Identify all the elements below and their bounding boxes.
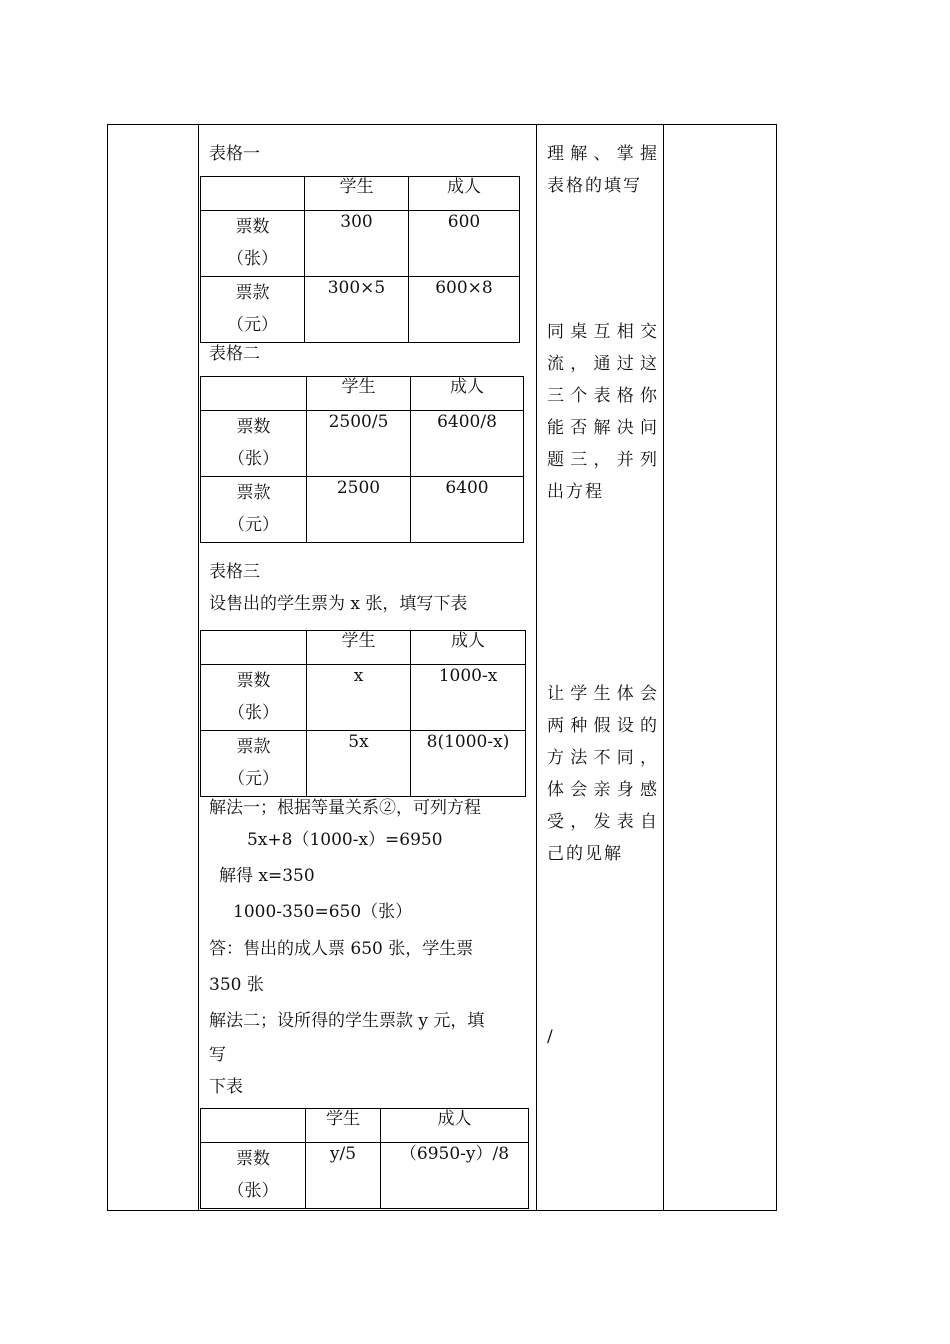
table4-cell: （6950-y）/8 <box>381 1143 529 1209</box>
solution1-answer-cont: 350 张 <box>209 975 264 995</box>
row-label-unit: （张） <box>228 703 279 723</box>
row-label-unit: （元） <box>227 315 278 335</box>
table2-row-label <box>201 477 307 543</box>
table1-cell: 300 <box>305 211 409 277</box>
table3-cell: 5x <box>307 731 411 797</box>
solution2-intro: 解法二；设所得的学生票款 y 元，填 <box>209 1011 485 1031</box>
table3 <box>200 630 526 797</box>
note-understand-table: 理解、掌握表格的填写 <box>547 144 659 196</box>
frame-top-border <box>107 124 777 125</box>
table3-row-label <box>201 731 307 797</box>
table2-cell: 2500 <box>307 477 411 543</box>
table3-cell: 1000-x <box>411 665 526 731</box>
row-label-main: 票数 <box>236 1149 270 1169</box>
table2-cell: 6400 <box>411 477 524 543</box>
solution1-calculation: 1000-350=650（张） <box>233 902 413 922</box>
table3-title: 表格三 <box>209 562 260 582</box>
table1-cell: 600 <box>409 211 520 277</box>
note-peer-discussion: 同桌互相交流，通过这三个表格你能否解决问题三，并列出方程 <box>547 322 659 502</box>
row-label-main: 票数 <box>236 417 271 437</box>
table1 <box>200 176 520 343</box>
frame-right-border <box>776 124 777 1211</box>
table2-header-blank <box>201 377 307 411</box>
table2-cell: 6400/8 <box>411 411 524 477</box>
table4 <box>200 1108 529 1209</box>
table1-row-label <box>201 277 305 343</box>
table1-header-student: 学生 <box>305 177 409 211</box>
table1-row-label <box>201 211 305 277</box>
note-compare-methods: 让学生体会两种假设的方法不同，体会亲身感受，发表自己的见解 <box>547 684 659 864</box>
row-label-unit: （张） <box>228 449 279 469</box>
table2-row-label <box>201 411 307 477</box>
solution2-intro-cont: 写 <box>209 1045 226 1065</box>
table4-header-adult: 成人 <box>381 1109 529 1143</box>
column-divider-2 <box>536 124 537 1211</box>
row-label-main: 票款 <box>236 737 271 757</box>
table2-cell: 2500/5 <box>307 411 411 477</box>
row-label-unit: （元） <box>228 769 279 789</box>
solution1-intro: 解法一；根据等量关系②，可列方程 <box>209 798 481 818</box>
table3-header-adult: 成人 <box>411 631 526 665</box>
table3-row-label <box>201 665 307 731</box>
table3-cell: 8(1000-x) <box>411 731 526 797</box>
table2 <box>200 376 524 543</box>
table4-cell: y/5 <box>306 1143 381 1209</box>
table4-row-label <box>201 1143 306 1209</box>
table3-header-blank <box>201 631 307 665</box>
row-label-main: 票款 <box>235 283 270 303</box>
frame-bottom-border <box>107 1210 777 1211</box>
table1-header-adult: 成人 <box>409 177 520 211</box>
solution2-table-intro: 下表 <box>209 1077 243 1097</box>
frame-left-border <box>107 124 108 1211</box>
column-divider-3 <box>663 124 664 1211</box>
row-label-unit: （张） <box>227 249 278 269</box>
table4-header-blank <box>201 1109 306 1143</box>
table4-header-student: 学生 <box>306 1109 381 1143</box>
table2-header-adult: 成人 <box>411 377 524 411</box>
row-label-main: 票数 <box>235 217 270 237</box>
row-label-unit: （张） <box>227 1181 279 1201</box>
solution1-equation: 5x+8（1000-x）=6950 <box>247 830 443 850</box>
table2-title: 表格二 <box>209 344 260 364</box>
table1-cell: 600×8 <box>409 277 520 343</box>
table3-cell: x <box>307 665 411 731</box>
row-label-main: 票款 <box>236 483 271 503</box>
solution1-answer: 答：售出的成人票 650 张，学生票 <box>209 939 474 959</box>
column-divider-1 <box>198 124 199 1211</box>
table3-header-student: 学生 <box>307 631 411 665</box>
table1-header-blank <box>201 177 305 211</box>
table1-cell: 300×5 <box>305 277 409 343</box>
solution1-result: 解得 x=350 <box>219 866 315 886</box>
row-label-unit: （元） <box>228 515 279 535</box>
table2-header-student: 学生 <box>307 377 411 411</box>
table3-subtitle: 设售出的学生票为 x 张，填写下表 <box>209 594 468 614</box>
note-slash: / <box>547 1027 553 1047</box>
row-label-main: 票数 <box>236 671 271 691</box>
table1-title: 表格一 <box>209 144 260 164</box>
